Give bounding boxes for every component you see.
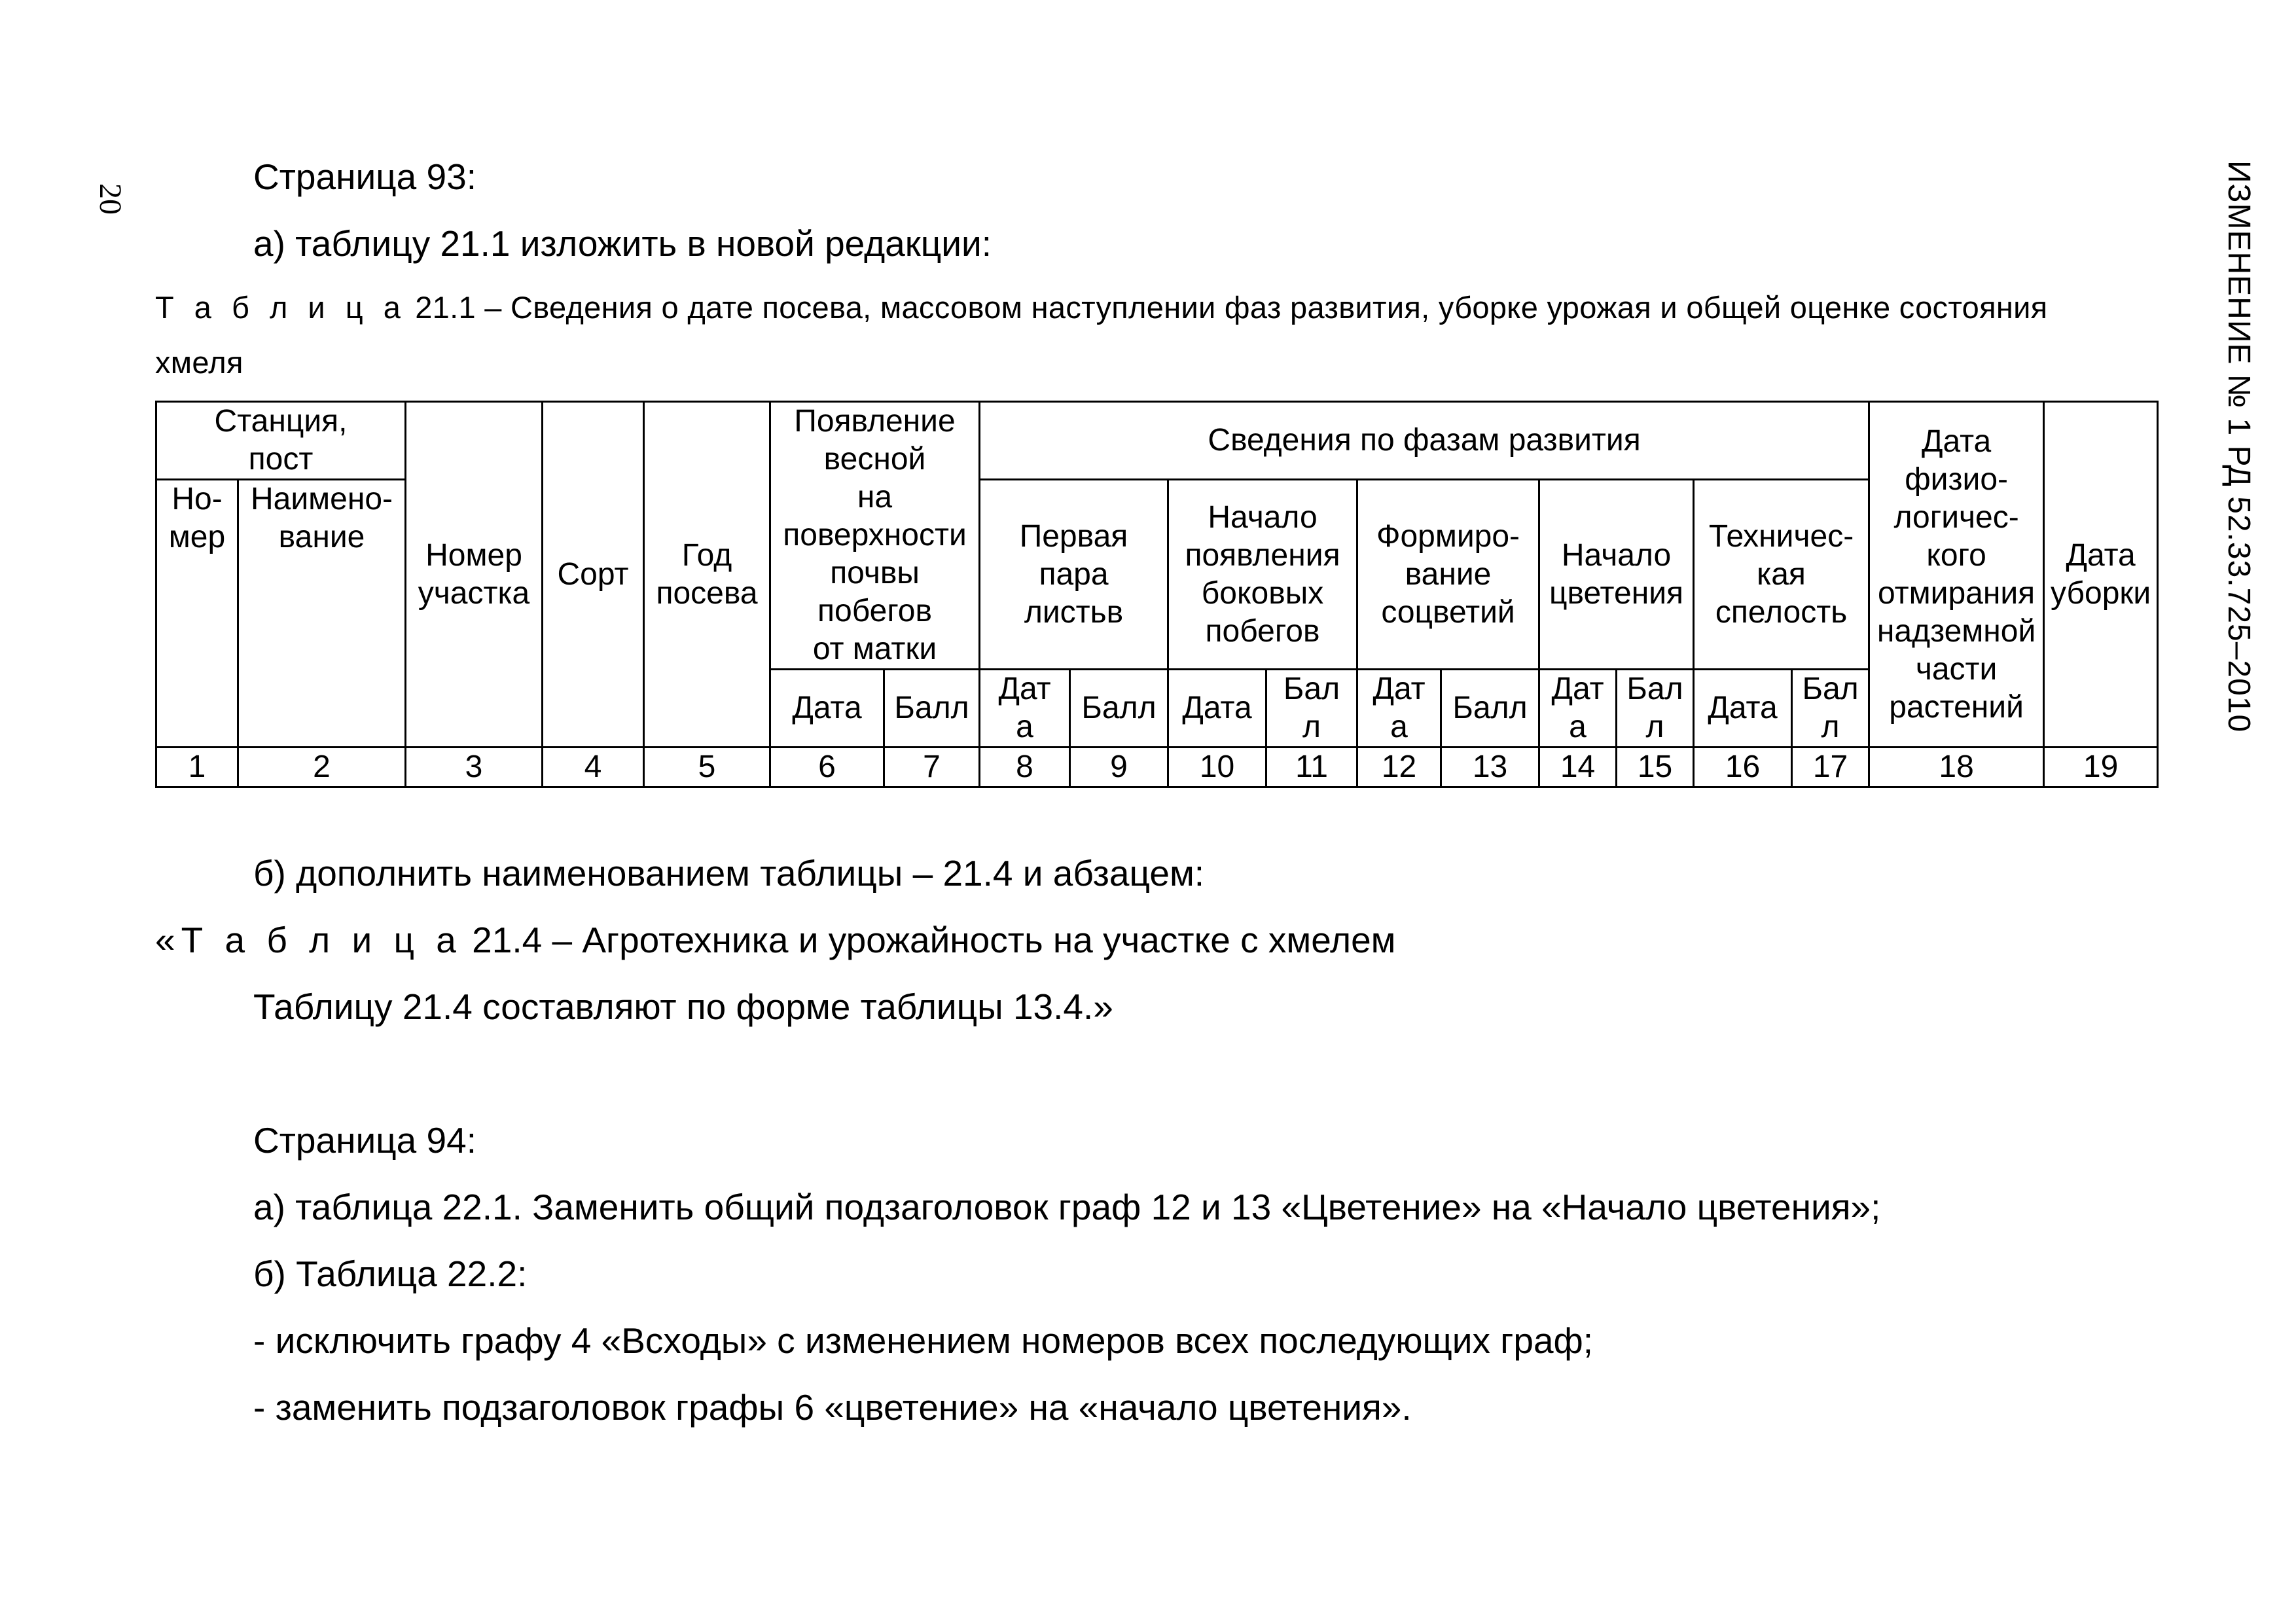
column-number: 19 [2044, 748, 2158, 787]
subheader-date: Дат а [1539, 670, 1617, 748]
header-plot-number: Номер участка [406, 402, 543, 748]
column-number: 15 [1617, 748, 1694, 787]
subheader-score: Бал л [1266, 670, 1357, 748]
subheader-score: Балл [1070, 670, 1168, 748]
column-number: 13 [1441, 748, 1539, 787]
quote-caption-text: 21.4 – Агротехника и урожайность на участке с хмелем [472, 920, 1396, 960]
table-caption-line-1 [155, 289, 2047, 325]
header-phase-side-shoots: Начало появления боковых побегов [1168, 480, 1357, 670]
instruction-b-table-22-2: б) Таблица 22.2: [253, 1254, 528, 1294]
table-caption-line-2: хмеля [155, 345, 243, 380]
quote-caption-label: «Т а б л и ц а [155, 920, 462, 960]
page-number: 20 [93, 183, 128, 215]
subheader-date: Дата [770, 670, 884, 748]
instruction-a-table-21-1: а) таблицу 21.1 изложить в новой редакции: [253, 223, 992, 264]
table-21-1 [155, 401, 2159, 788]
column-number: 17 [1792, 748, 1869, 787]
column-number: 14 [1539, 748, 1617, 787]
subheader-score: Бал л [1792, 670, 1869, 748]
column-number: 4 [543, 748, 644, 787]
table-caption-label: Т а б л и ц а [155, 290, 406, 325]
column-number: 8 [980, 748, 1070, 787]
column-number: 2 [238, 748, 406, 787]
subheader-date: Дата [1694, 670, 1792, 748]
subheader-score: Балл [1441, 670, 1539, 748]
header-development-phases: Сведения по фазам развития [980, 402, 1869, 480]
header-name: Наимено- вание [238, 480, 406, 748]
header-dieback-date: Дата физио- логичес- кого отмирания надземной части растений [1869, 402, 2044, 748]
header-sowing-year: Год посева [644, 402, 770, 748]
bullet-replace-subheader-6: - заменить подзаголовок графы 6 «цветение» на «начало цветения». [253, 1387, 1412, 1428]
instruction-a-table-22-1: а) таблица 22.1. Заменить общий подзаголовок граф 12 и 13 «Цветение» на «Начало цветения»; [253, 1187, 1881, 1227]
column-number: 16 [1694, 748, 1792, 787]
column-number: 6 [770, 748, 884, 787]
subheader-date: Дат а [1357, 670, 1441, 748]
table-caption-text: 21.1 – Сведения о дате посева, массовом наступлении фаз развития, уборке урожая и общей оценке состояния [415, 290, 2048, 325]
page-94-heading: Страница 94: [253, 1120, 477, 1161]
column-number: 3 [406, 748, 543, 787]
column-number: 18 [1869, 748, 2044, 787]
header-station-post: Станция, пост [156, 402, 406, 480]
column-number: 12 [1357, 748, 1441, 787]
quote-table-21-4-caption [155, 919, 1395, 961]
quote-table-21-4-paragraph: Таблицу 21.4 составляют по форме таблицы 13.4.» [253, 986, 1113, 1027]
header-number: Но- мер [156, 480, 238, 748]
column-number: 1 [156, 748, 238, 787]
header-harvest-date: Дата уборки [2044, 402, 2158, 748]
page-93-heading: Страница 93: [253, 156, 477, 197]
subheader-score: Бал л [1617, 670, 1694, 748]
header-phase-flowering: Начало цветения [1539, 480, 1694, 670]
column-number: 10 [1168, 748, 1266, 787]
subheader-score: Балл [884, 670, 980, 748]
header-phase-first-leaves: Первая пара листьв [980, 480, 1168, 670]
header-phase-ripeness: Техничес- кая спелость [1694, 480, 1869, 670]
column-number: 7 [884, 748, 980, 787]
column-number: 11 [1266, 748, 1357, 787]
header-phase-inflorescence: Формиро- вание соцветий [1357, 480, 1539, 670]
bullet-exclude-column-4: - исключить графу 4 «Всходы» с изменением номеров всех последующих граф; [253, 1320, 1594, 1361]
column-number: 9 [1070, 748, 1168, 787]
subheader-date: Дата [1168, 670, 1266, 748]
column-number: 5 [644, 748, 770, 787]
instruction-b-add-table-21-4: б) дополнить наименованием таблицы – 21.4 и абзацем: [253, 853, 1205, 893]
column-number-row [156, 748, 2158, 787]
document-side-title: ИЗМЕНЕНИЕ № 1 РД 52.33.725–2010 [2221, 160, 2256, 733]
header-spring-shoots: Появление весной на поверхности почвы побегов от матки [770, 402, 980, 670]
subheader-date: Дат а [980, 670, 1070, 748]
header-variety: Сорт [543, 402, 644, 748]
